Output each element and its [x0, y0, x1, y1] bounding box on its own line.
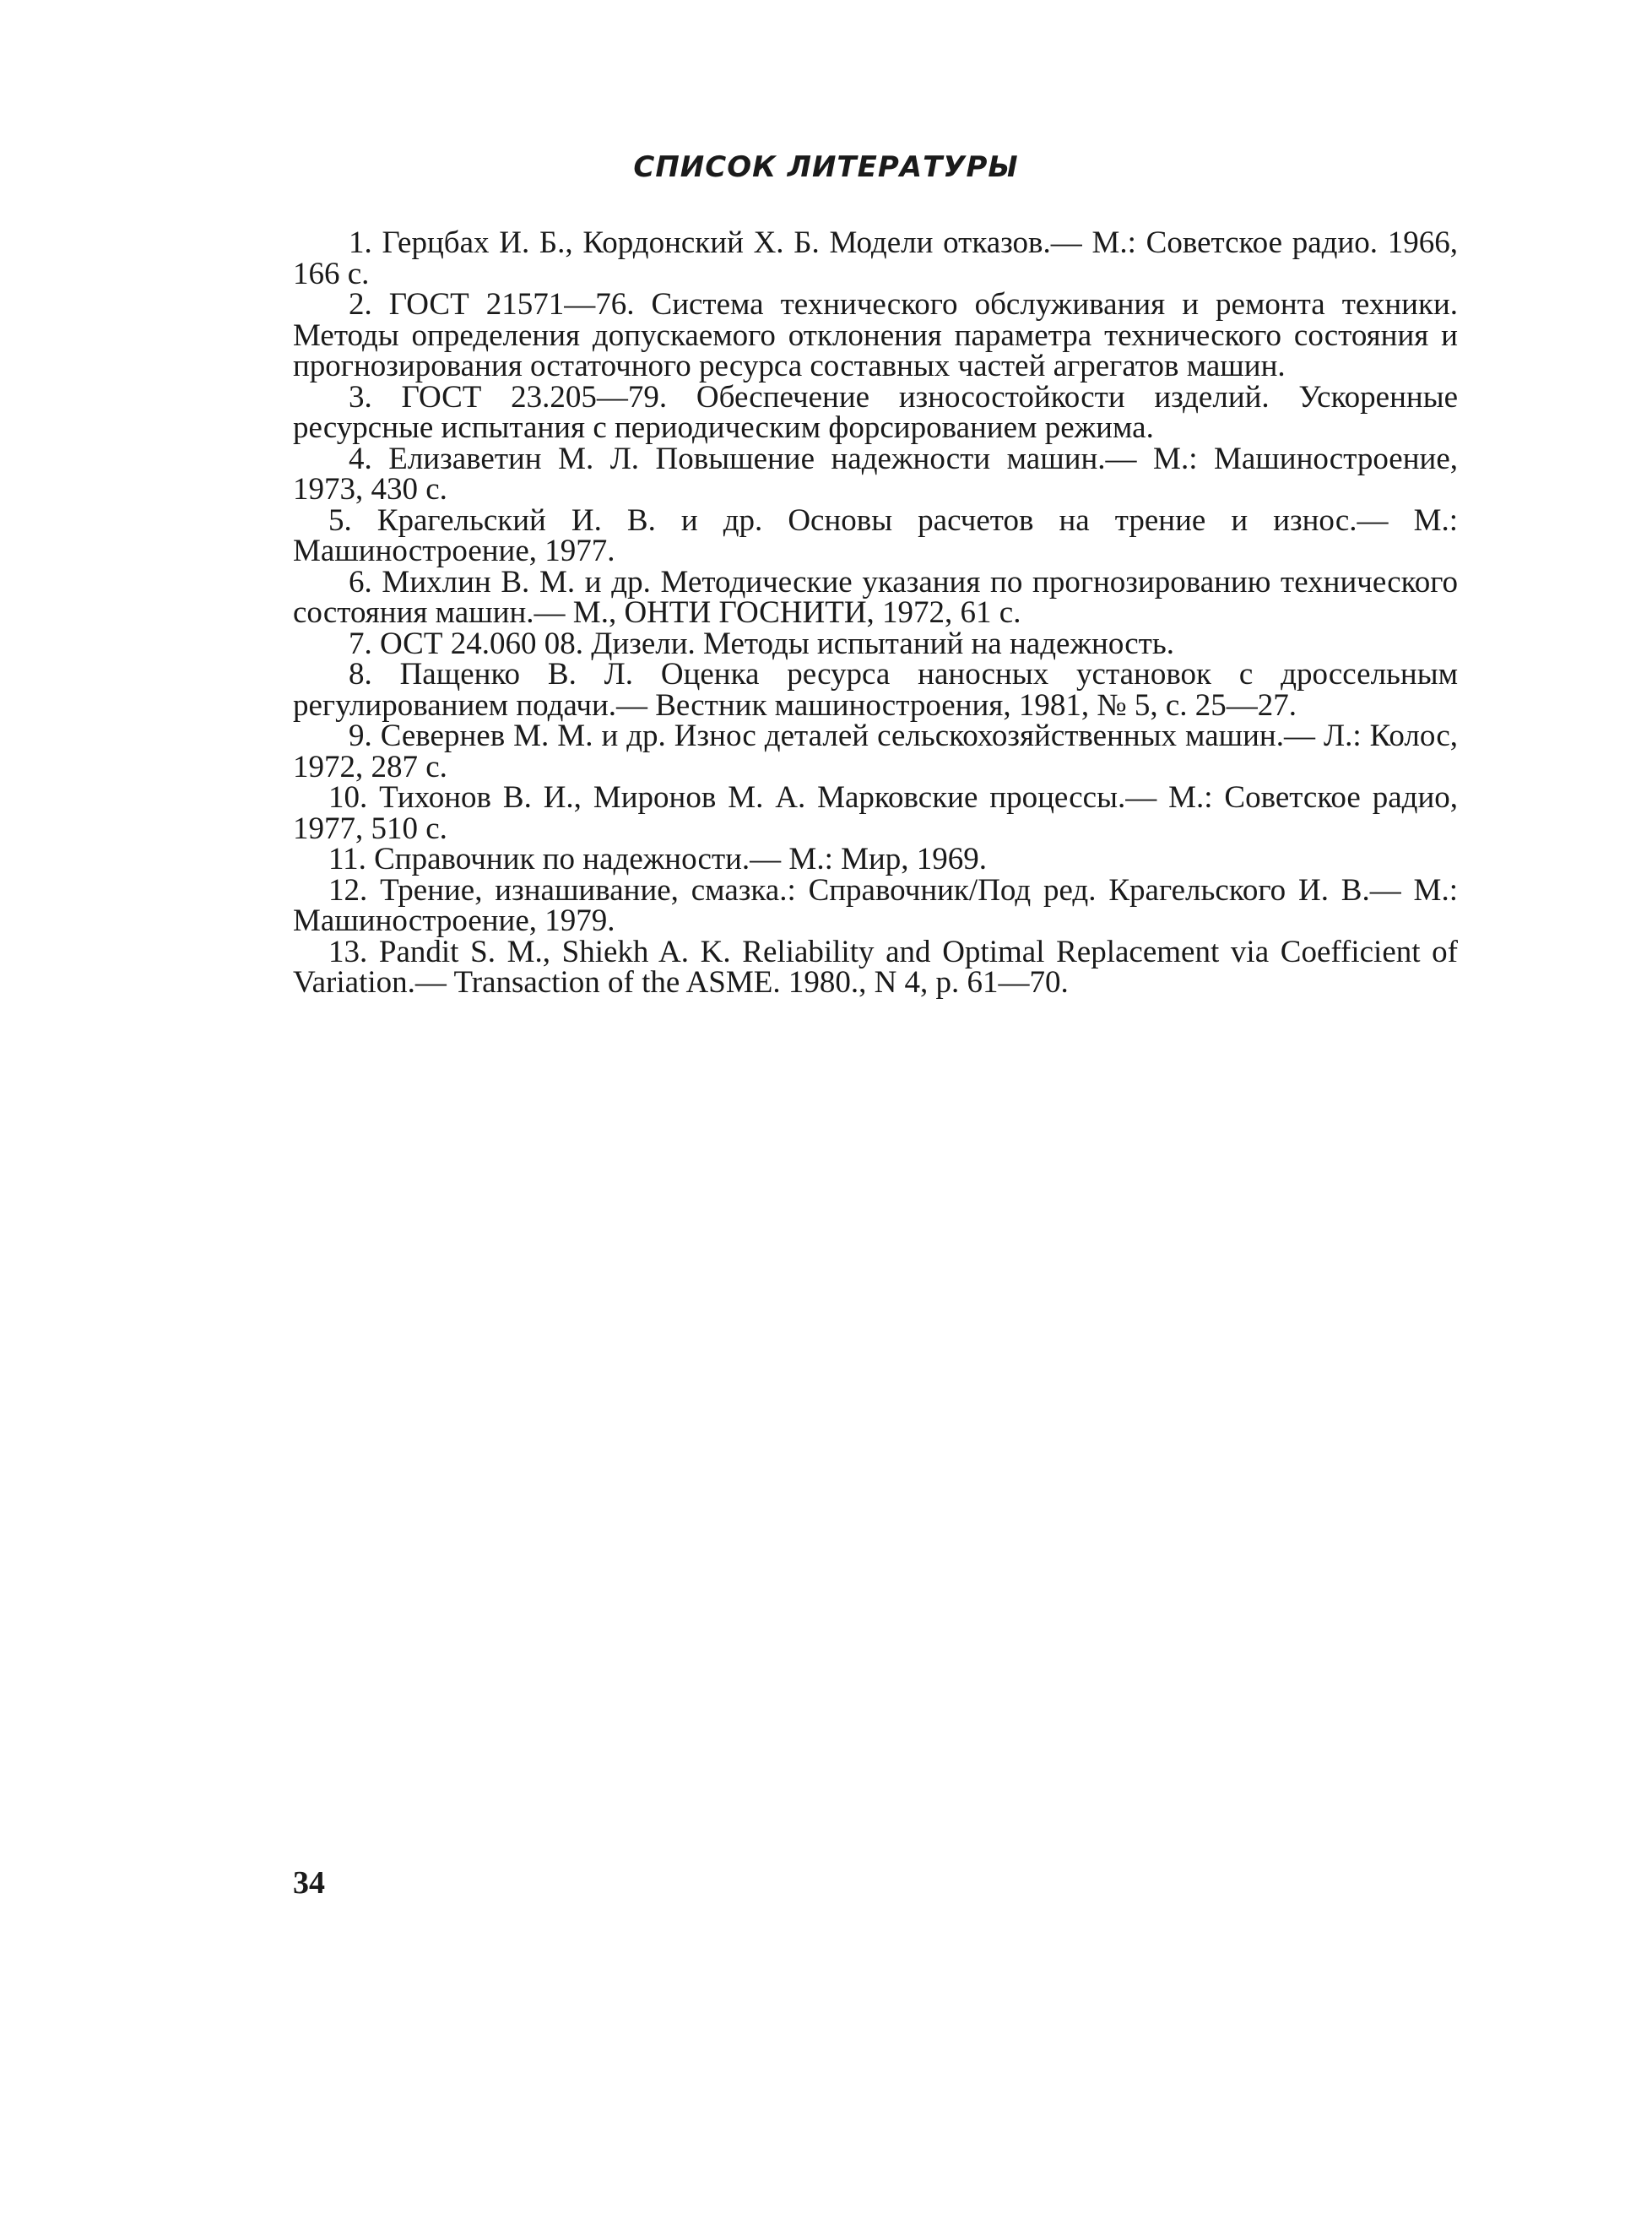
reference-item: 2. ГОСТ 21571—76. Система технического обслуживания и ремонта техники. Методы определения допускаемого отклонения параметра технического состояния и прогнозирования остаточного ресурса составных частей агрегатов машин.	[293, 287, 1458, 383]
reference-item: 13. Pandit S. M., Shiekh A. K. Reliability and Optimal Replacement via Coefficient of Variation.— Transaction of the ASME. 1980., N 4, p. 61—70.	[293, 934, 1458, 1000]
reference-item: 8. Пащенко В. Л. Оценка ресурса наносных установок с дроссельным регулированием подачи.— Вестник машиностроения, 1981, № 5, с. 25—27.	[293, 657, 1458, 723]
reference-item: 6. Михлин В. М. и др. Методические указания по прогнозированию технического состояния машин.— М., ОНТИ ГОСНИТИ, 1972, 61 с.	[293, 564, 1458, 630]
page-title: СПИСОК ЛИТЕРАТУРЫ	[633, 150, 1019, 184]
reference-item: 9. Севернев М. М. и др. Износ деталей сельскохозяйственных машин.— Л.: Колос, 1972, 287 с.	[293, 719, 1458, 784]
reference-item: 7. ОСТ 24.060 08. Дизели. Методы испытаний на надежность.	[349, 626, 1174, 661]
reference-item: 11. Справочник по надежности.— М.: Мир, 1969.	[328, 842, 988, 876]
page-number: 34	[293, 1865, 325, 1901]
reference-item: 12. Трение, изнашивание, смазка.: Справочник/Под ред. Крагельского И. В.— М.: Машиностроение, 1979.	[293, 872, 1458, 938]
reference-item: 10. Тихонов В. И., Миронов М. А. Марковские процессы.— М.: Советское радио, 1977, 510 с.	[293, 780, 1458, 846]
reference-item: 5. Крагельский И. В. и др. Основы расчетов на трение и износ.— М.: Машиностроение, 1977.	[293, 502, 1458, 568]
reference-item: 3. ГОСТ 23.205—79. Обеспечение износостойкости изделий. Ускоренные ресурсные испытания с периодическим форсированием режима.	[293, 379, 1458, 445]
reference-list	[293, 225, 1458, 1000]
reference-item: 1. Герцбах И. Б., Кордонский X. Б. Модели отказов.— М.: Советское радио. 1966, 166 с.	[293, 225, 1458, 291]
reference-item: 4. Елизаветин М. Л. Повышение надежности машин.— М.: Машиностроение, 1973, 430 с.	[293, 441, 1458, 507]
